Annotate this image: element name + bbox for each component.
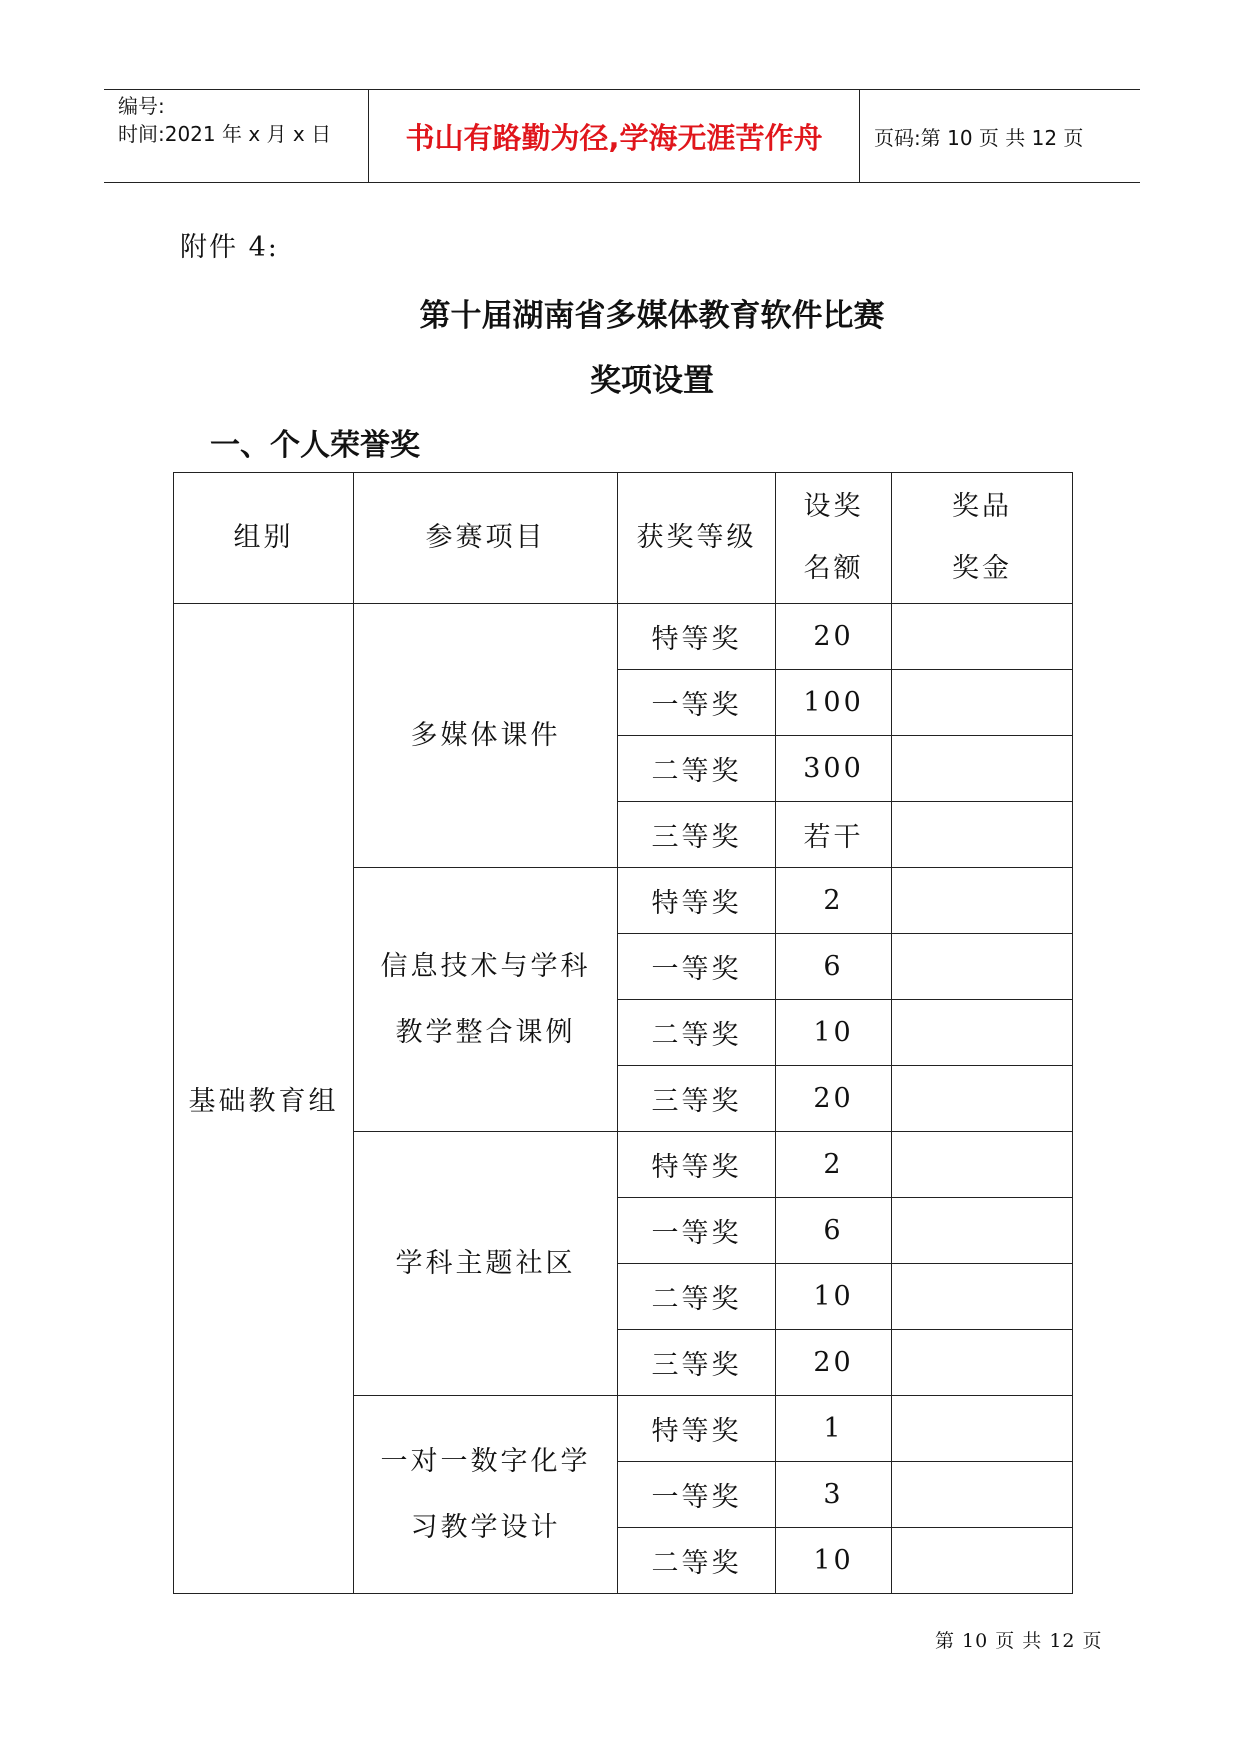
project-name-line: 习教学设计 <box>410 1511 561 1543</box>
prize-cell <box>892 1396 1073 1462</box>
prize-cell <box>892 1462 1073 1528</box>
level-cell: 特等奖 <box>618 1396 776 1462</box>
quota-cell: 3 <box>776 1462 892 1528</box>
project-name-line: 学科主题社区 <box>395 1247 576 1279</box>
prize-cell <box>892 1528 1073 1594</box>
project-name-line: 多媒体课件 <box>410 719 561 751</box>
level-cell: 一等奖 <box>618 934 776 1000</box>
level-cell: 三等奖 <box>618 1066 776 1132</box>
quota-cell: 2 <box>776 1132 892 1198</box>
header-page-code: 页码:第 10 页 共 12 页 <box>874 125 1084 150</box>
number-label: 编号: <box>118 94 165 118</box>
quota-cell: 1 <box>776 1396 892 1462</box>
section-heading: 一、个人荣誉奖 <box>210 428 420 463</box>
quota-cell: 6 <box>776 1198 892 1264</box>
project-cell <box>354 1132 618 1396</box>
level-cell: 特等奖 <box>618 604 776 670</box>
level-cell: 特等奖 <box>618 1132 776 1198</box>
quota-cell: 10 <box>776 1264 892 1330</box>
header-quota-line2: 名额 <box>803 553 864 584</box>
header-quota <box>776 473 892 604</box>
quota-cell: 300 <box>776 736 892 802</box>
award-table <box>173 472 1073 1594</box>
prize-cell <box>892 1330 1073 1396</box>
prize-cell <box>892 1198 1073 1264</box>
level-cell: 二等奖 <box>618 736 776 802</box>
quota-cell: 10 <box>776 1528 892 1594</box>
level-cell: 三等奖 <box>618 802 776 868</box>
quota-cell: 10 <box>776 1000 892 1066</box>
header-project: 参赛项目 <box>354 473 618 604</box>
time-label: 时间:2021 年 x 月 x 日 <box>118 122 332 146</box>
header-group: 组别 <box>174 473 354 604</box>
quota-cell: 100 <box>776 670 892 736</box>
header-meta <box>104 90 369 182</box>
level-cell: 一等奖 <box>618 670 776 736</box>
header-prize <box>892 473 1073 604</box>
quota-cell: 若干 <box>776 802 892 868</box>
prize-cell <box>892 1264 1073 1330</box>
header-prize-line2: 奖金 <box>952 553 1012 584</box>
quota-cell: 20 <box>776 1066 892 1132</box>
header-motto: 书山有路勤为径,学海无涯苦作舟 <box>369 90 860 182</box>
level-cell: 一等奖 <box>618 1198 776 1264</box>
header-level: 获奖等级 <box>618 473 776 604</box>
level-cell: 二等奖 <box>618 1528 776 1594</box>
prize-cell <box>892 1132 1073 1198</box>
quota-cell: 6 <box>776 934 892 1000</box>
level-cell: 三等奖 <box>618 1330 776 1396</box>
page-footer: 第 10 页 共 12 页 <box>935 1630 1103 1652</box>
table-row <box>174 604 1073 670</box>
prize-cell <box>892 802 1073 868</box>
quota-cell: 20 <box>776 1330 892 1396</box>
prize-cell <box>892 736 1073 802</box>
document-title: 第十届湖南省多媒体教育软件比赛 <box>419 298 885 334</box>
page-header <box>104 89 1140 183</box>
table-header-row <box>174 473 1073 604</box>
group-cell: 基础教育组 <box>174 604 354 1594</box>
quota-cell: 2 <box>776 868 892 934</box>
header-prize-line1: 奖品 <box>952 491 1012 522</box>
prize-cell <box>892 934 1073 1000</box>
award-table-body <box>174 604 1073 1594</box>
project-cell <box>354 1396 618 1594</box>
prize-cell <box>892 1000 1073 1066</box>
document-subtitle: 奖项设置 <box>590 363 714 399</box>
level-cell: 特等奖 <box>618 868 776 934</box>
level-cell: 二等奖 <box>618 1000 776 1066</box>
prize-cell <box>892 868 1073 934</box>
level-cell: 一等奖 <box>618 1462 776 1528</box>
level-cell: 二等奖 <box>618 1264 776 1330</box>
project-name-line: 教学整合课例 <box>395 1016 576 1048</box>
project-name-line: 信息技术与学科 <box>380 950 591 982</box>
project-name-line: 一对一数字化学 <box>380 1445 591 1477</box>
prize-cell <box>892 604 1073 670</box>
prize-cell <box>892 670 1073 736</box>
quota-cell: 20 <box>776 604 892 670</box>
header-quota-line1: 设奖 <box>803 491 864 522</box>
project-cell <box>354 868 618 1132</box>
project-cell <box>354 604 618 868</box>
attachment-label: 附件 4: <box>180 232 279 263</box>
prize-cell <box>892 1066 1073 1132</box>
